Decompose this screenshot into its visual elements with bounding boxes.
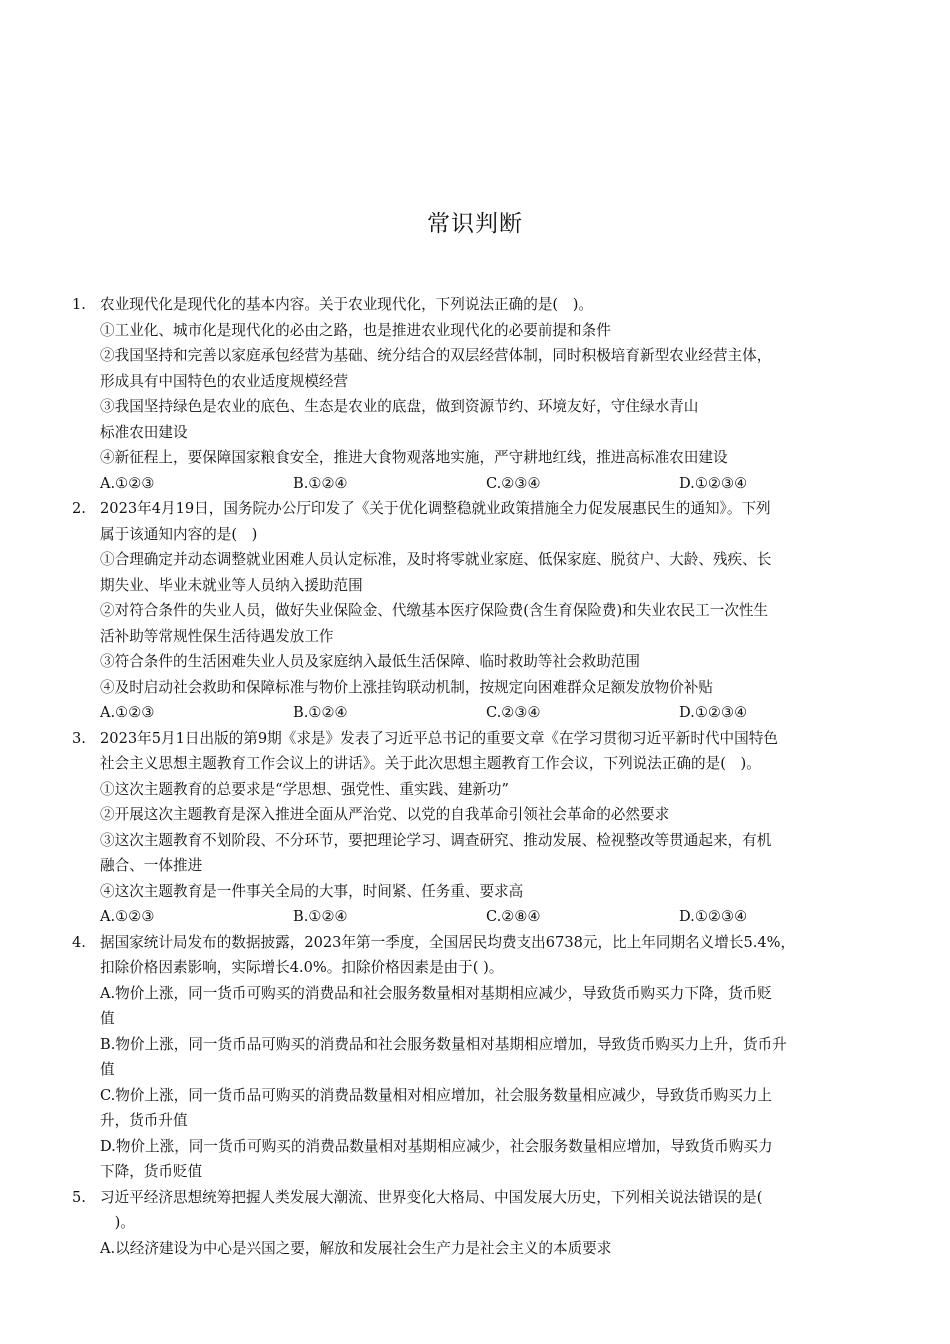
statement-line: 形成具有中国特色的农业适度规模经营 [100, 372, 349, 390]
choice-c[interactable]: C.②③④ [486, 704, 541, 721]
statement-line: ④新征程上，要保障国家粮食安全，推进大食物观落地实施，严守耕地红线，推进高标准农田建设 [100, 449, 728, 466]
statement-line: ④及时启动社会救助和保障标准与物价上涨挂钩联动机制，按规定向困难群众足额发放物价补贴 [100, 678, 713, 696]
question-2 [72, 496, 872, 726]
question-stem: 社会主义思想主题教育工作会议上的讲话》。关于此次思想主题教育工作会议，下列说法正确的是( )。 [100, 755, 761, 772]
question-1 [72, 292, 872, 496]
question-number: 3. [72, 729, 86, 747]
question-stem: 2023年4月19日，国务院办公厅印发了《关于优化调整稳就业政策措施全力促发展惠民生的通知》。下列 [100, 500, 771, 517]
choice-a-cont[interactable]: 值 [100, 1010, 115, 1027]
choice-b[interactable]: B.①②④ [293, 908, 348, 925]
choice-d-cont[interactable]: 下降，货币贬值 [100, 1163, 203, 1180]
choice-a[interactable]: A.①②③ [100, 704, 155, 721]
question-4 [72, 930, 872, 1185]
statement-line: ②开展这次主题教育是深入推进全面从严治党、以党的自我革命引领社会革命的必然要求 [100, 806, 670, 823]
statement-line: ②我国坚持和完善以家庭承包经营为基础、统分结合的双层经营体制，同时积极培育新型农业经营主体， [100, 347, 772, 364]
answer-choices [100, 904, 872, 930]
question-number: 1. [72, 296, 86, 313]
question-stem: 属于该通知内容的是( ) [100, 525, 258, 543]
statement-line: 期失业、毕业未就业等人员纳入援助范围 [100, 576, 363, 594]
statement-line: ①工业化、城市化是现代化的必由之路，也是推进农业现代化的必要前提和条件 [100, 321, 611, 339]
choice-c[interactable]: C.②⑧④ [486, 908, 541, 925]
choice-b[interactable]: B.①②④ [293, 474, 348, 492]
statement-line: 活补助等常规性保生活待遇发放工作 [100, 627, 334, 645]
question-list [72, 292, 872, 1261]
choice-d[interactable]: D.①②③④ [679, 704, 748, 721]
question-number: 5. [72, 1188, 86, 1206]
question-number: 4. [72, 933, 86, 951]
choice-a[interactable]: A.以经济建设为中心是兴国之要，解放和发展社会生产力是社会主义的本质要求 [100, 1239, 612, 1257]
statement-line: ①合理确定并动态调整就业困难人员认定标准，及时将零就业家庭、低保家庭、脱贫户、大龄、残疾、长 [100, 551, 772, 568]
choice-d[interactable]: D.①②③④ [679, 474, 748, 492]
question-stem: 农业现代化是现代化的基本内容。关于农业现代化，下列说法正确的是( )。 [100, 296, 593, 313]
question-stem: 扣除价格因素影响，实际增长4.0%。扣除价格因素是由于( )。 [100, 959, 504, 976]
choice-c-cont[interactable]: 升，货币升值 [100, 1112, 188, 1129]
statement-line: ③符合条件的生活困难失业人员及家庭纳入最低生活保障、临时救助等社会救助范围 [100, 653, 640, 670]
question-stem: 据国家统计局发布的数据披露，2023年第一季度，全国居民均费支出6738元，比上年同期名义增长5.4%， [100, 933, 796, 951]
choice-c[interactable]: C.物价上涨，同一货币品可购买的消费品数量相对相应增加，社会服务数量相应减少，导致货币购买力上 [100, 1086, 773, 1104]
choice-b[interactable]: B.①②④ [293, 704, 348, 721]
choice-a[interactable]: A.①②③ [100, 908, 155, 925]
choice-c[interactable]: C.②③④ [486, 474, 541, 492]
statement-line: ③这次主题教育不划阶段、不分环节，要把理论学习、调查研究、推动发展、检视整改等贯通起来，有机 [100, 831, 772, 849]
statement-line: 融合、一体推进 [100, 857, 203, 874]
statement-line: ①这次主题教育的总要求是“学思想、强党性、重实践、建新功” [100, 780, 509, 798]
choice-d[interactable]: D.物价上涨，同一货币可购买的消费品数量相对基期相应减少，社会服务数量相应增加，导致货币购买力 [100, 1137, 773, 1155]
statement-line: ④这次主题教育是一件事关全局的大事，时间紧、任务重、要求高 [100, 882, 524, 900]
question-stem: 习近平经济思想统筹把握人类发展大潮流、世界变化大格局、中国发展大历史，下列相关说法错误的是( [100, 1188, 763, 1206]
statement-line: ②对符合条件的失业人员，做好失业保险金、代缴基本医疗保险费(含生育保险费)和失业农民工一次性生 [100, 602, 769, 619]
choice-a[interactable]: A.①②③ [100, 474, 155, 492]
statement-line: ③我国坚持绿色是农业的底色、生态是农业的底盘，做到资源节约、环境友好，守住绿水青山 [100, 398, 699, 415]
choice-b[interactable]: B.物价上涨，同一货币品可购买的消费品和社会服务数量相对基期相应增加，导致货币购买力上升，货币升 [100, 1035, 787, 1053]
question-stem: 2023年5月1日出版的第9期《求是》发表了习近平总书记的重要文章《在学习贯彻习近平新时代中国特色 [100, 729, 778, 747]
answer-choices [100, 700, 872, 726]
statement-line: 标准农田建设 [100, 423, 188, 441]
question-5 [72, 1185, 872, 1262]
page-title: 常识判断 [427, 211, 523, 237]
choice-b-cont[interactable]: 值 [100, 1061, 115, 1078]
answer-choices [100, 471, 872, 497]
choice-d[interactable]: D.①②③④ [679, 908, 748, 925]
question-3 [72, 726, 872, 930]
choice-a[interactable]: A.物价上涨，同一货币可购买的消费品和社会服务数量相对基期相应减少，导致货币购买力下降，货币贬 [100, 984, 772, 1002]
question-number: 2. [72, 500, 86, 517]
question-stem: )。 [100, 1214, 135, 1231]
